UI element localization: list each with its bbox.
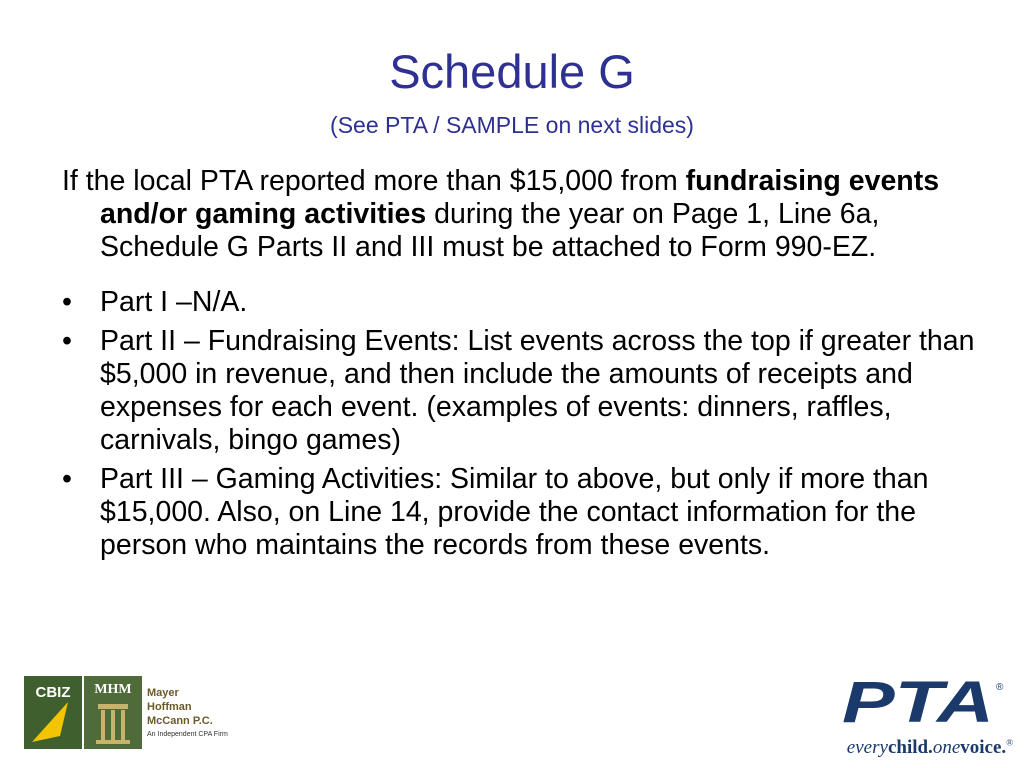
firm-name-line: McCann P.C. bbox=[147, 715, 213, 727]
firm-name-line: Mayer bbox=[147, 687, 179, 699]
firm-name-line: Hoffman bbox=[147, 701, 192, 713]
tagline-every: every bbox=[846, 737, 888, 758]
registered-mark: ® bbox=[996, 682, 1004, 693]
bullet-item bbox=[62, 286, 982, 319]
firm-tagline: An Independent CPA Firm bbox=[147, 731, 228, 738]
cbiz-logo-text: CBIZ bbox=[35, 684, 71, 701]
bullet-list bbox=[62, 286, 982, 562]
slide-body bbox=[62, 165, 982, 568]
slide-subtitle: (See PTA / SAMPLE on next slides) bbox=[330, 112, 694, 138]
bullet-item bbox=[62, 463, 982, 562]
pta-logo-text: PTA bbox=[842, 676, 994, 728]
slide-title: Schedule G bbox=[389, 45, 635, 98]
bullet-text: Part II – Fundraising Events: List events across the top if greater than $5,000 in revenue, and then include the amounts of receipts and expenses for each event. (examples of events: dinners, raffles, carnivals, bingo games) bbox=[100, 325, 975, 456]
intro-text-start: If the local PTA reported more than $15,000 from bbox=[62, 165, 686, 197]
intro-bold-text: fundraising events and/or gaming activities bbox=[100, 165, 940, 230]
tagline-voice: voice. bbox=[960, 737, 1007, 758]
bullet-text: Part I –N/A. bbox=[100, 286, 248, 318]
tagline-child: child. bbox=[887, 737, 933, 758]
pta-logo bbox=[838, 676, 1008, 728]
intro-paragraph bbox=[62, 165, 982, 264]
mhm-logo bbox=[84, 676, 142, 749]
bullet-text: Part III – Gaming Activities: Similar to above, but only if more than $15,000. Also, on Line 14, provide the contact information for the person who maintains the records from these events. bbox=[100, 463, 929, 561]
tagline-one: one bbox=[932, 737, 961, 758]
cbiz-swoosh-icon bbox=[24, 676, 82, 749]
cbiz-logo bbox=[24, 676, 82, 749]
intro-text-end: during the year on Page 1, Line 6a, Schedule G Parts II and III must be attached to Form 990-EZ. bbox=[100, 198, 880, 263]
bullet-marker: • bbox=[62, 286, 72, 318]
tagline-registered-mark: ® bbox=[1006, 737, 1013, 748]
bullet-marker: • bbox=[62, 463, 72, 495]
column-icon bbox=[84, 676, 142, 749]
bullet-item bbox=[62, 325, 982, 457]
mhm-logo-text: MHM bbox=[94, 682, 132, 697]
pta-tagline bbox=[828, 737, 1013, 759]
bullet-marker: • bbox=[62, 325, 72, 357]
firm-name-block bbox=[147, 686, 228, 742]
